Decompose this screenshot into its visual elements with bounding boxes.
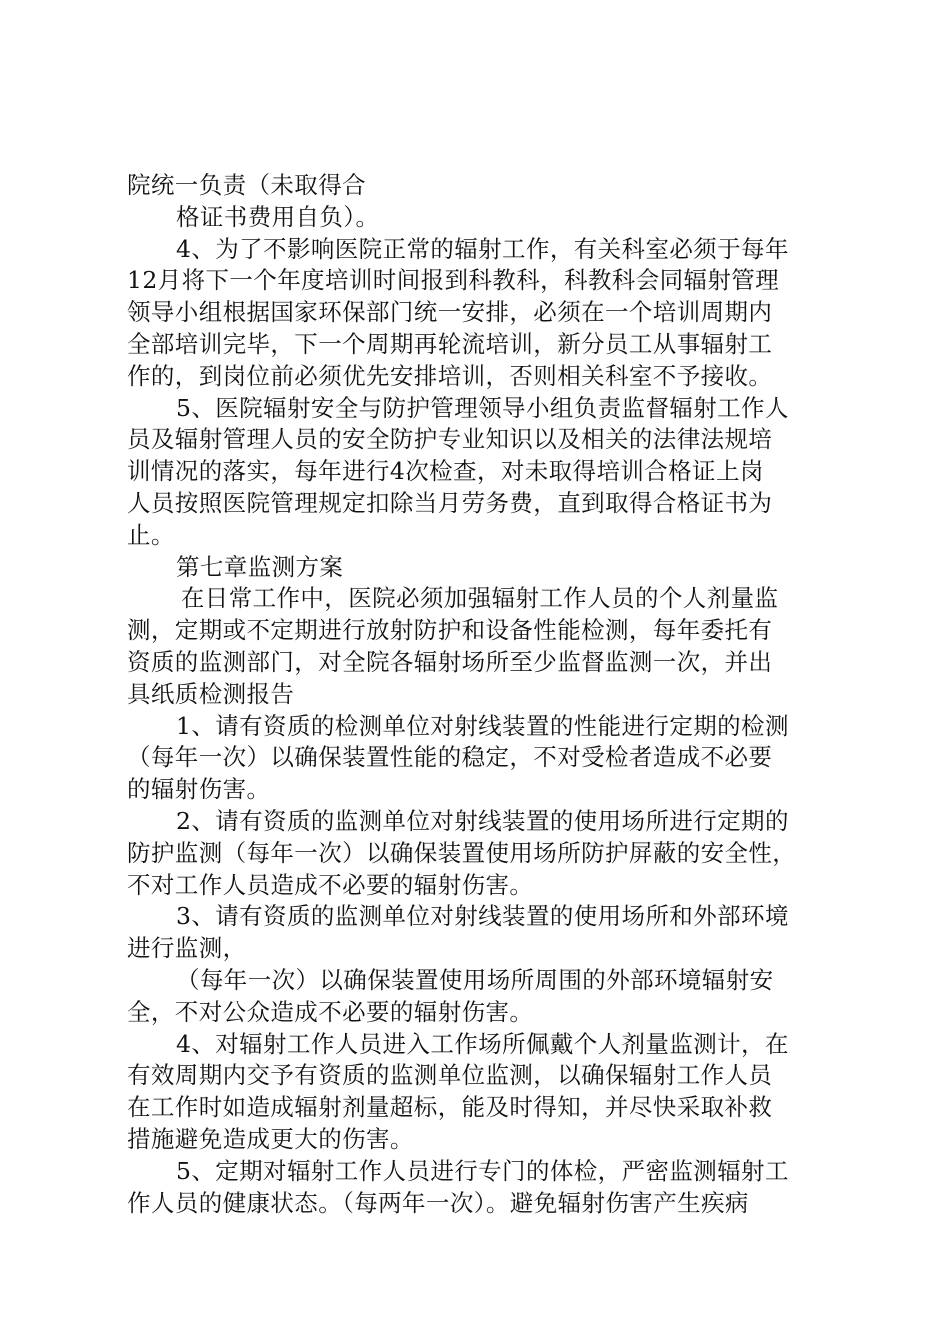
document-body bbox=[127, 170, 837, 1219]
text-line: 有效周期内交予有资质的监测单位监测，以确保辐射工作人员 bbox=[127, 1061, 773, 1090]
text-line: （每年一次）以确保装置性能的稳定，不对受检者造成不必要 bbox=[127, 743, 773, 772]
text-line: 5、定期对辐射工作人员进行专门的体检，严密监测辐射工 bbox=[176, 1156, 789, 1185]
text-line: 作的，到岗位前必须优先安排培训，否则相关科室不予接收。 bbox=[127, 361, 773, 390]
text-line: 作人员的健康状态。（每两年一次）。避免辐射伤害产生疾病 bbox=[127, 1188, 749, 1217]
text-line: 不对工作人员造成不必要的辐射伤害。 bbox=[127, 870, 534, 899]
text-line: 员及辐射管理人员的安全防护专业知识以及相关的法律法规培 bbox=[127, 425, 773, 454]
text-line: 1、请有资质的检测单位对射线装置的性能进行定期的检测 bbox=[176, 711, 789, 740]
text-line: 止。 bbox=[127, 520, 175, 549]
text-line: 在日常工作中，医院必须加强辐射工作人员的个人剂量监 bbox=[180, 584, 779, 613]
text-line: 领导小组根据国家环保部门统一安排，必须在一个培训周期内 bbox=[127, 298, 773, 327]
text-line: 测，定期或不定期进行放射防护和设备性能检测，每年委托有 bbox=[127, 616, 773, 645]
text-line: （每年一次）以确保装置使用场所周围的外部环境辐射安 bbox=[176, 965, 774, 994]
text-line: 5、医院辐射安全与防护管理领导小组负责监督辐射工作人 bbox=[176, 393, 789, 422]
text-line: 全部培训完毕，下一个周期再轮流培训，新分员工从事辐射工 bbox=[127, 329, 773, 358]
text-line: 进行监测， bbox=[127, 934, 247, 963]
text-line: 训情况的落实，每年进行4次检查，对未取得培训合格证上岗 bbox=[127, 457, 764, 486]
text-line: 具纸质检测报告 bbox=[127, 679, 295, 708]
text-line: 全，不对公众造成不必要的辐射伤害。 bbox=[127, 997, 534, 1026]
text-line: 资质的监测部门，对全院各辐射场所至少监督监测一次，并出 bbox=[127, 647, 773, 676]
text-line: 措施避免造成更大的伤害。 bbox=[127, 1124, 414, 1153]
text-line: 4、对辐射工作人员进入工作场所佩戴个人剂量监测计，在 bbox=[176, 1029, 789, 1058]
text-line: 12月将下一个年度培训时间报到科教科，科教科会同辐射管理 bbox=[127, 266, 780, 295]
text-line: 院统一负责（未取得合 bbox=[127, 171, 366, 199]
text-line: 人员按照医院管理规定扣除当月劳务费，直到取得合格证书为 bbox=[127, 488, 773, 517]
text-line: 第七章监测方案 bbox=[176, 552, 344, 581]
text-line: 在工作时如造成辐射剂量超标，能及时得知，并尽快采取补救 bbox=[127, 1093, 773, 1122]
text-line: 防护监测（每年一次）以确保装置使用场所防护屏蔽的安全性， bbox=[127, 838, 797, 867]
text-line: 3、请有资质的监测单位对射线装置的使用场所和外部环境 bbox=[176, 902, 789, 931]
text-line: 格证书费用自负）。 bbox=[176, 202, 380, 231]
text-line: 4、为了不影响医院正常的辐射工作，有关科室必须于每年 bbox=[176, 234, 789, 263]
text-line: 的辐射伤害。 bbox=[127, 775, 271, 804]
text-line: 2、请有资质的监测单位对射线装置的使用场所进行定期的 bbox=[176, 806, 789, 835]
